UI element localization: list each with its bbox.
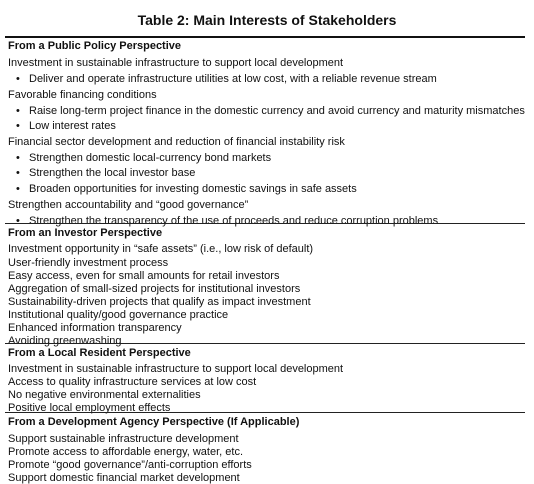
- section-divider: [5, 343, 525, 344]
- list-item: Institutional quality/good governance practice: [8, 309, 229, 321]
- list-item: Support sustainable infrastructure development: [8, 433, 239, 445]
- bullet-item: [16, 167, 195, 179]
- bullet-item: [16, 215, 438, 227]
- list-item: Investment in sustainable infrastructure to support local development: [8, 57, 344, 69]
- bullet-text: Strengthen domestic local-currency bond markets: [29, 152, 272, 164]
- list-item: Access to quality infrastructure services at low cost: [8, 376, 257, 388]
- list-item: Easy access, even for small amounts for retail investors: [8, 270, 280, 282]
- list-item: Avoiding greenwashing: [8, 335, 122, 347]
- bullet-item: [16, 105, 525, 117]
- bullet-icon: •: [16, 183, 20, 195]
- list-item: Promote “good governance”/anti-corruption efforts: [8, 459, 252, 471]
- list-item: Investment in sustainable infrastructure to support local development: [8, 363, 344, 375]
- list-item: Strengthen accountability and “good governance”: [8, 199, 249, 211]
- list-item: Investment opportunity in “safe assets” (i.e., low risk of default): [8, 243, 314, 255]
- bullet-icon: •: [16, 215, 20, 227]
- bullet-item: [16, 152, 271, 164]
- list-item: Promote access to affordable energy, water, etc.: [8, 446, 243, 458]
- list-item: Aggregation of small-sized projects for institutional investors: [8, 283, 301, 295]
- list-item: User-friendly investment process: [8, 257, 169, 269]
- bullet-icon: •: [16, 120, 20, 132]
- bullet-item: [16, 73, 437, 85]
- bullet-icon: •: [16, 152, 20, 164]
- list-item: Enhanced information transparency: [8, 322, 182, 334]
- bullet-text: Strengthen the local investor base: [29, 167, 196, 179]
- bullet-item: [16, 183, 357, 195]
- list-item: Sustainability-driven projects that qualify as impact investment: [8, 296, 311, 308]
- list-item: Financial sector development and reduction of financial instability risk: [8, 136, 345, 148]
- list-item: No negative environmental externalities: [8, 389, 201, 401]
- bullet-item: [16, 120, 116, 132]
- bullet-text: Low interest rates: [29, 120, 116, 132]
- bullet-text: Raise long-term project finance in the domestic currency and avoid currency and maturity mismatches: [29, 105, 525, 117]
- section-heading: From an Investor Perspective: [8, 227, 163, 239]
- section-divider: [5, 412, 525, 413]
- section-heading: From a Public Policy Perspective: [8, 40, 182, 52]
- bullet-text: Deliver and operate infrastructure utilities at low cost, with a reliable revenue stream: [29, 73, 437, 85]
- bullet-icon: •: [16, 73, 20, 85]
- list-item: Support domestic financial market development: [8, 472, 240, 484]
- bullet-icon: •: [16, 167, 20, 179]
- section-heading: From a Development Agency Perspective (If Applicable): [8, 416, 300, 428]
- section-divider: [5, 36, 525, 38]
- bullet-text: Strengthen the transparency of the use of proceeds and reduce corruption problems: [29, 215, 439, 227]
- section-heading: From a Local Resident Perspective: [8, 347, 191, 359]
- list-item: Positive local employment effects: [8, 402, 171, 414]
- bullet-text: Broaden opportunities for investing domestic savings in safe assets: [29, 183, 357, 195]
- list-item: Favorable financing conditions: [8, 89, 157, 101]
- section-divider: [5, 223, 525, 224]
- bullet-icon: •: [16, 105, 20, 117]
- table-title: Table 2: Main Interests of Stakeholders: [137, 12, 397, 28]
